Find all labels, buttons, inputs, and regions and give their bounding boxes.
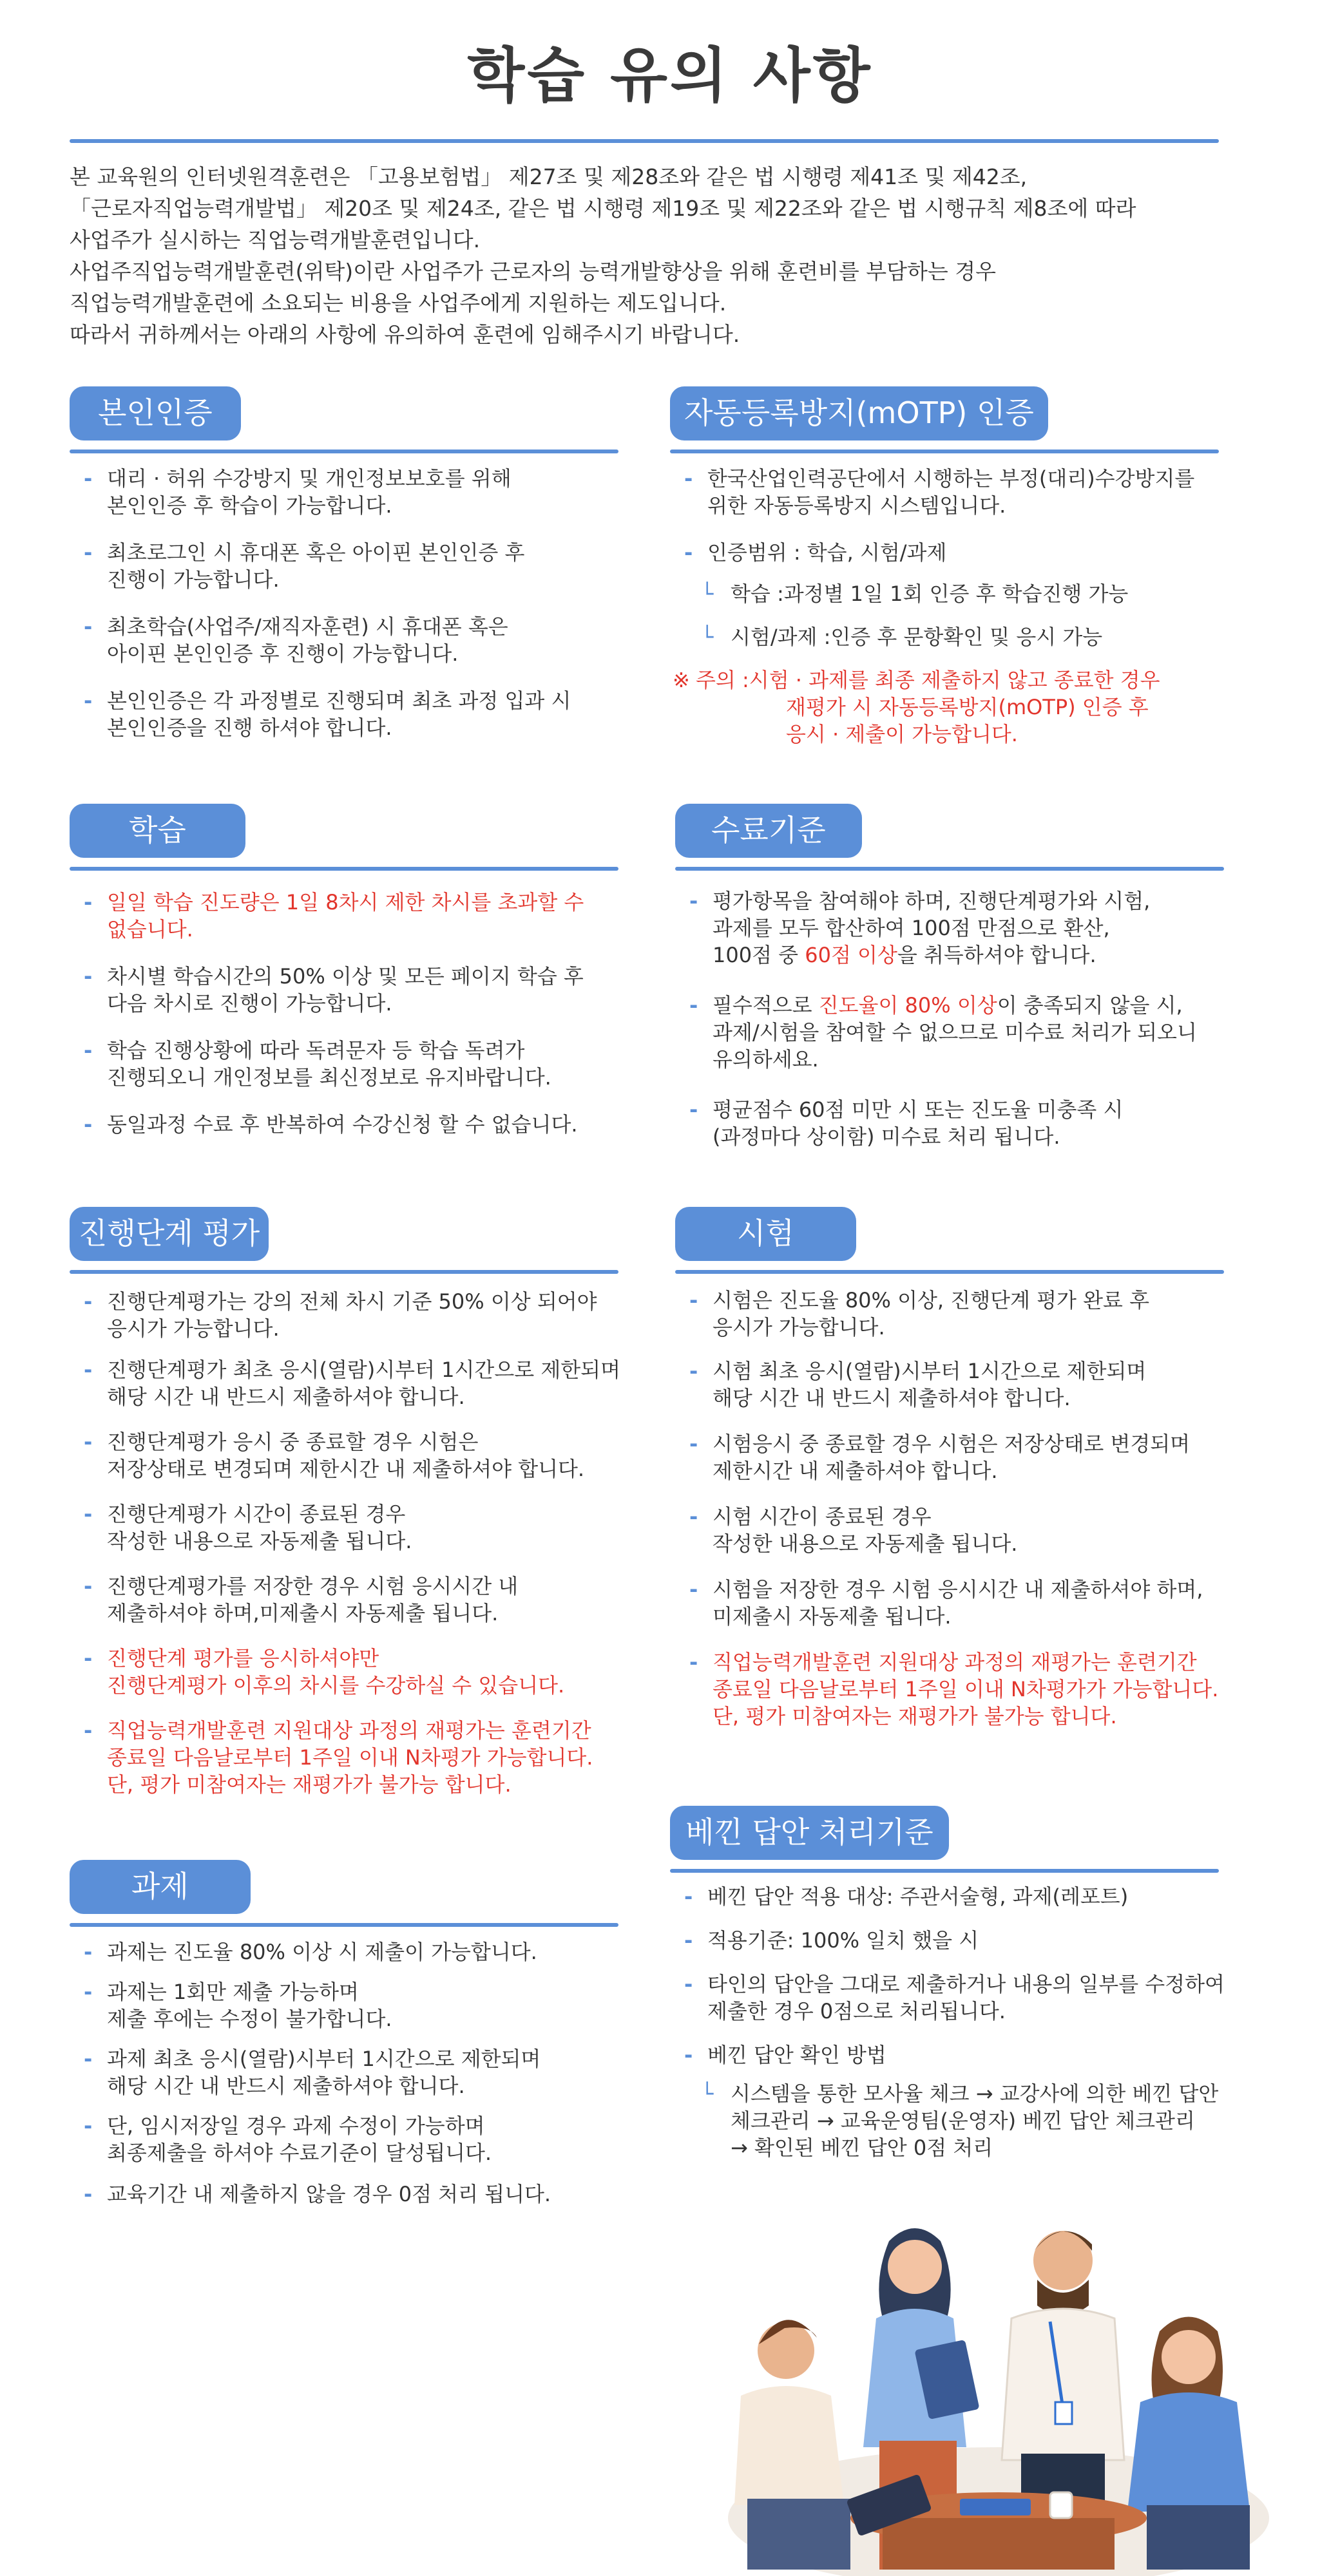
- section-divider: [675, 867, 1224, 871]
- list-item: - 단, 임시저장일 경우 과제 수정이 가능하며 최종제출을 하셔야 수료기준이 달성됩니다.: [84, 2114, 492, 2165]
- section-heading-plagiarism: 베낀 답안 처리기준: [670, 1806, 949, 1860]
- list-item: - 학습 진행상황에 따라 독려문자 등 학습 독려가 진행되오니 개인정보를 최신정보로 유지바랍니다.: [84, 1038, 551, 1090]
- list-item: - 최초학습(사업주/재직자훈련) 시 휴대폰 혹은 아이핀 본인인증 후 진행이 가능합니다.: [84, 614, 508, 666]
- section-completion: [675, 804, 1197, 1149]
- section-heading-assignment: 과제: [70, 1860, 251, 1914]
- section-assignment: [70, 1860, 551, 2206]
- list-item: - 대리 · 허위 수강방지 및 개인정보보호를 위해 본인인증 후 학습이 가능합니다.: [84, 466, 512, 518]
- title-divider: [70, 139, 1219, 143]
- intro-line: 사업주가 실시하는 직업능력개발훈련입니다.: [70, 227, 481, 252]
- intro-line: 사업주직업능력개발훈련(위탁)이란 사업주가 근로자의 능력개발향상을 위해 훈련비를 부담하는 경우: [70, 259, 997, 284]
- list-item: - 베낀 답안 적용 대상: 주관서술형, 과제(레포트): [684, 1884, 1129, 1909]
- section-heading-motp: 자동등록방지(mOTP) 인증: [670, 386, 1048, 440]
- section-divider: [70, 867, 618, 871]
- list-item: - 동일과정 수료 후 반복하여 수강신청 할 수 없습니다.: [84, 1112, 578, 1137]
- section-motp: [670, 386, 1195, 746]
- list-item: - 직업능력개발훈련 지원대상 과정의 재평가는 훈련기간 종료일 다음날로부터 1주일 이내 N차평가가 가능합니다. 단, 평가 미참여자는 재평가가 불가능 합니다.: [689, 1650, 1219, 1728]
- section-heading-progress-eval: 진행단계 평가: [70, 1207, 269, 1261]
- list-item: - 진행단계 평가를 응시하셔야만 진행단계평가 이후의 차시를 수강하실 수 있습니다.: [84, 1646, 565, 1698]
- intro-line: 따라서 귀하께서는 아래의 사항에 유의하여 훈련에 임해주시기 바랍니다.: [70, 322, 740, 347]
- list-item: - 타인의 답안을 그대로 제출하거나 내용의 일부를 수정하여 제출한 경우 0점으로 처리됩니다.: [684, 1972, 1225, 2023]
- list-item: - 본인인증은 각 과정별로 진행되며 최초 과정 입과 시 본인인증을 진행 하셔야 합니다.: [84, 688, 571, 740]
- section-divider: [70, 450, 618, 453]
- section-heading-exam: 시험: [675, 1207, 856, 1261]
- section-divider: [670, 1869, 1219, 1873]
- list-item: - 적용기준: 100% 일치 했을 시: [684, 1928, 979, 1953]
- list-item: - 필수적으로 진도율이 80% 이상이 충족되지 않을 시, 과제/시험을 참여할 수 없으므로 미수료 처리가 되오니 유의하세요.: [689, 993, 1197, 1072]
- list-item: - 과제는 진도율 80% 이상 시 제출이 가능합니다.: [84, 1940, 537, 1964]
- intro-text: [70, 161, 1294, 350]
- intro-line: 직업능력개발훈련에 소요되는 비용을 사업주에게 지원하는 제도입니다.: [70, 290, 727, 316]
- sub-item: └ 시험/과제 :인증 후 문항확인 및 응시 가능: [701, 625, 1103, 649]
- list-item: - 최초로그인 시 휴대폰 혹은 아이핀 본인인증 후 진행이 가능합니다.: [84, 540, 525, 592]
- section-progress-eval: [70, 1207, 620, 1797]
- section-divider: [670, 450, 1219, 453]
- section-divider: [675, 1270, 1224, 1274]
- warning-note: ※ 주의 :시험 · 과제를 최종 제출하지 않고 종료한 경우 재평가 시 자동등록방지(mOTP) 인증 후 응시 · 제출이 가능합니다.: [673, 668, 1160, 746]
- section-heading-study: 학습: [70, 804, 245, 858]
- list-item: - 시험을 저장한 경우 시험 응시시간 내 제출하셔야 하며, 미제출시 자동제출 됩니다.: [689, 1577, 1203, 1629]
- list-item: - 시험 시간이 종료된 경우 작성한 내용으로 자동제출 됩니다.: [689, 1504, 1018, 1556]
- list-item: - 평가항목을 참여해야 하며, 진행단계평가와 시험, 과제를 모두 합산하여 100점 만점으로 환산, 100점 중 60점 이상을 취득하셔야 합니다.: [689, 889, 1151, 967]
- list-item: - 진행단계평가를 저장한 경우 시험 응시시간 내 제출하셔야 하며,미제출시 자동제출 됩니다.: [84, 1574, 519, 1625]
- list-item: - 과제는 1회만 제출 가능하며 제출 후에는 수정이 불가합니다.: [84, 1980, 392, 2031]
- list-item: - 시험은 진도율 80% 이상, 진행단계 평가 완료 후 응시가 가능합니다.: [689, 1288, 1150, 1340]
- section-heading-identity: 본인인증: [70, 386, 241, 440]
- list-item: - 직업능력개발훈련 지원대상 과정의 재평가는 훈련기간 종료일 다음날로부터 1주일 이내 N차평가 가능합니다. 단, 평가 미참여자는 재평가가 불가능 합니다.: [84, 1718, 593, 1797]
- section-heading-completion: 수료기준: [675, 804, 862, 858]
- list-item: - 인증범위 : 학습, 시험/과제: [684, 540, 947, 565]
- section-divider: [70, 1270, 618, 1274]
- sub-item: └ 시스템을 통한 모사율 체크 → 교강사에 의한 베낀 답안 체크관리 → 교육운영팀(운영자) 베낀 답안 체크관리 → 확인된 베낀 답안 0점 처리: [701, 2081, 1219, 2160]
- intro-line: 본 교육원의 인터넷원격훈련은 「고용보험법」 제27조 및 제28조와 같은 법 시행령 제41조 및 제42조,: [70, 164, 1028, 189]
- list-item: - 진행단계평가 시간이 종료된 경우 작성한 내용으로 자동제출 됩니다.: [84, 1502, 412, 1553]
- section-plagiarism: [670, 1806, 1225, 2160]
- section-divider: [70, 1923, 618, 1927]
- list-item: - 과제 최초 응시(열람)시부터 1시간으로 제한되며 해당 시간 내 반드시 제출하셔야 합니다.: [84, 2047, 541, 2098]
- sub-item: └ 학습 :과정별 1일 1회 인증 후 학습진행 가능: [701, 582, 1129, 606]
- list-item: - 진행단계평가는 강의 전체 차시 기준 50% 이상 되어야 응시가 가능합니다.: [84, 1289, 597, 1341]
- list-item: - 차시별 학습시간의 50% 이상 및 모든 페이지 학습 후 다음 차시로 진행이 가능합니다.: [84, 964, 584, 1016]
- list-item: - 진행단계평가 최초 응시(열람)시부터 1시간으로 제한되며 해당 시간 내 반드시 제출하셔야 합니다.: [84, 1358, 620, 1409]
- list-item: - 베낀 답안 확인 방법: [684, 2043, 886, 2067]
- list-item: - 평균점수 60점 미만 시 또는 진도율 미충족 시 (과정마다 상이함) 미수료 처리 됩니다.: [689, 1097, 1124, 1149]
- section-identity: [70, 386, 571, 740]
- intro-line: 「근로자직업능력개발법」 제20조 및 제24조, 같은 법 시행령 제19조 및 제22조와 같은 법 시행규칙 제8조에 따라: [70, 196, 1136, 221]
- list-item: - 한국산업인력공단에서 시행하는 부정(대리)수강방지를 위한 자동등록방지 시스템입니다.: [684, 466, 1195, 518]
- list-item: - 진행단계평가 응시 중 종료할 경우 시험은 저장상태로 변경되며 제한시간 내 제출하셔야 합니다.: [84, 1430, 585, 1481]
- section-study: [70, 804, 584, 1137]
- page-title: 학습 유의 사항: [467, 41, 873, 110]
- list-item: - 시험 최초 응시(열람)시부터 1시간으로 제한되며 해당 시간 내 반드시 제출하셔야 합니다.: [689, 1359, 1147, 1410]
- person-figure: [734, 2320, 850, 2570]
- list-item: - 교육기간 내 제출하지 않을 경우 0점 처리 됩니다.: [84, 2182, 551, 2206]
- list-item: - 일일 학습 진도량은 1일 8차시 제한 차시를 초과할 수 없습니다.: [84, 890, 584, 942]
- section-exam: [675, 1207, 1219, 1728]
- list-item: - 시험응시 중 종료할 경우 시험은 저장상태로 변경되며 제한시간 내 제출하셔야 합니다.: [689, 1432, 1191, 1483]
- people-meeting-illustration-icon: [689, 2215, 1308, 2576]
